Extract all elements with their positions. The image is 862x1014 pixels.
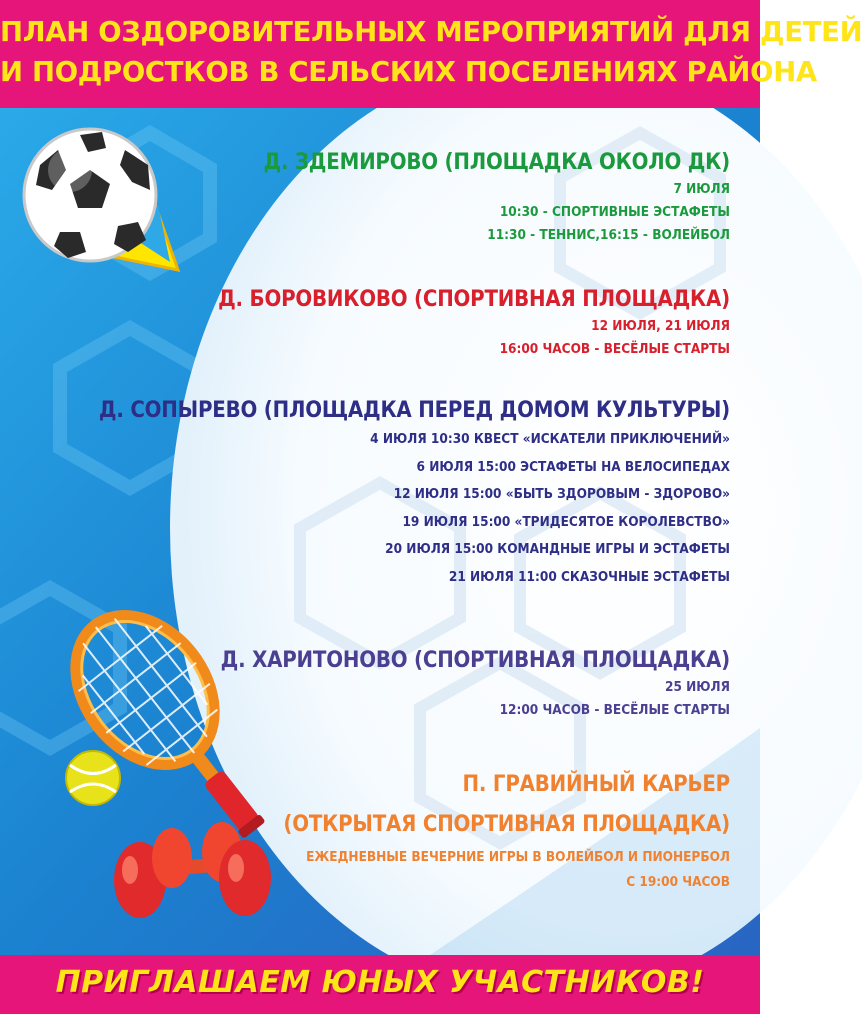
event-line: 6 ИЮЛЯ 15:00 ЭСТАФЕТЫ НА ВЕЛОСИПЕДАХ — [416, 458, 730, 475]
venue-zdemirovo — [264, 148, 730, 247]
event-line: ЕЖЕДНЕВНЫЕ ВЕЧЕРНИЕ ИГРЫ В ВОЛЕЙБОЛ И ПИОНЕРБОЛ — [306, 849, 730, 865]
event-line: 12 ИЮЛЯ, 21 ИЮЛЯ — [591, 318, 730, 334]
title-line-2: И ПОДРОСТКОВ В СЕЛЬСКИХ ПОСЕЛЕНИЯХ РАЙОНА — [0, 56, 817, 88]
footer-band — [0, 955, 760, 1014]
event-line: 4 ИЮЛЯ 10:30 КВЕСТ «ИСКАТЕЛИ ПРИКЛЮЧЕНИЙ» — [370, 431, 730, 447]
dumbbell-icon — [114, 822, 271, 918]
event-line: 12 ИЮЛЯ 15:00 «БЫТЬ ЗДОРОВЫМ - ЗДОРОВО» — [393, 486, 730, 502]
venue-kharitonovo — [221, 646, 730, 722]
header-band — [0, 0, 862, 108]
venue-sopyrevo — [99, 396, 730, 591]
event-line: 12:00 ЧАСОВ - ВЕСЁЛЫЕ СТАРТЫ — [499, 702, 730, 718]
event-line: 10:30 - СПОРТИВНЫЕ ЭСТАФЕТЫ — [499, 204, 730, 220]
venue-graviyny-karyer — [283, 765, 730, 895]
venue-title: Д. ЗДЕМИРОВО (ПЛОЩАДКА ОКОЛО ДК) — [263, 150, 730, 175]
page-title — [0, 12, 862, 92]
event-line: 25 ИЮЛЯ — [665, 679, 730, 695]
event-line: 16:00 ЧАСОВ - ВЕСЁЛЫЕ СТАРТЫ — [499, 341, 730, 357]
event-line: 19 ИЮЛЯ 15:00 «ТРИДЕСЯТОЕ КОРОЛЕВСТВО» — [402, 513, 730, 530]
venue-borovikovo — [218, 285, 730, 361]
venue-title: Д. ХАРИТОНОВО (СПОРТИВНАЯ ПЛОЩАДКА) — [220, 648, 730, 673]
event-line: 7 ИЮЛЯ — [673, 181, 730, 197]
venue-title: П. ГРАВИЙНЫЙ КАРЬЕР — [462, 772, 730, 797]
soccer-ball-icon — [24, 129, 178, 270]
venue-subtitle: (ОТКРЫТАЯ СПОРТИВНАЯ ПЛОЩАДКА) — [283, 812, 730, 837]
venue-title: Д. БОРОВИКОВО (СПОРТИВНАЯ ПЛОЩАДКА) — [218, 287, 730, 312]
venue-title: Д. СОПЫРЕВО (ПЛОЩАДКА ПЕРЕД ДОМОМ КУЛЬТУРЫ) — [98, 398, 730, 423]
tennis-racket-icon — [47, 588, 302, 867]
invitation-text: ПРИГЛАШАЕМ ЮНЫХ УЧАСТНИКОВ! — [55, 965, 705, 1000]
event-line: 11:30 - ТЕННИС,16:15 - ВОЛЕЙБОЛ — [487, 227, 730, 243]
event-line: С 19:00 ЧАСОВ — [626, 874, 730, 890]
title-line-1: ПЛАН ОЗДОРОВИТЕЛЬНЫХ МЕРОПРИЯТИЙ ДЛЯ ДЕТЕЙ — [0, 16, 862, 48]
event-line: 20 ИЮЛЯ 15:00 КОМАНДНЫЕ ИГРЫ И ЭСТАФЕТЫ — [385, 541, 730, 557]
event-line: 21 ИЮЛЯ 11:00 СКАЗОЧНЫЕ ЭСТАФЕТЫ — [448, 568, 730, 585]
tennis-ball-icon — [66, 751, 120, 805]
